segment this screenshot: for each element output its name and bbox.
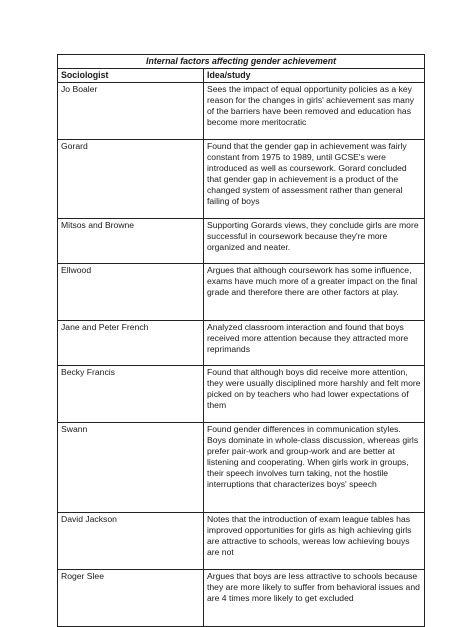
sociologist-name: Jo Boaler: [58, 83, 204, 140]
sociologist-name: Jane and Peter French: [58, 321, 204, 366]
table-header-row: [58, 69, 425, 83]
gender-achievement-table: [57, 54, 425, 627]
table-title-row: [58, 55, 425, 69]
column-header-idea-study: Idea/study: [204, 69, 425, 83]
idea-text: Analyzed classroom interaction and found that boys received more attention because they attracted more reprimands: [204, 321, 425, 366]
table-row: [58, 513, 425, 570]
idea-text: Sees the impact of equal opportunity policies as a key reason for the changes in girls' achievement sas many of the barriers have been removed and education has become more meritocratic: [204, 83, 425, 140]
sociologist-name: Mitsos and Browne: [58, 219, 204, 264]
sociologist-name: Roger Slee: [58, 570, 204, 627]
idea-text: Found that the gender gap in achievement was fairly constant from 1975 to 1989, until GCSE's were introduced as well as coursework. Gorard concluded that gender gap in achievement is a product of the changed system of assessment rather than general failing of boys: [204, 140, 425, 219]
table-row: [58, 219, 425, 264]
idea-text: Found that although boys did receive more attention, they were usually disciplined more harshly and felt more picked on by teachers who had lower expectations of them: [204, 366, 425, 423]
sociologist-name: Swann: [58, 423, 204, 513]
sociologist-name: David Jackson: [58, 513, 204, 570]
table-row: [58, 423, 425, 513]
table-row: [58, 83, 425, 140]
table-row: [58, 321, 425, 366]
table-row: [58, 140, 425, 219]
table-row: [58, 366, 425, 423]
sociologist-name: Ellwood: [58, 264, 204, 321]
sociologist-name: Becky Francis: [58, 366, 204, 423]
column-header-sociologist: Sociologist: [58, 69, 204, 83]
idea-text: Supporting Gorards views, they conclude girls are more successful in coursework because they're more organized and neater.: [204, 219, 425, 264]
idea-text: Argues that although coursework has some influence, exams have much more of a greater impact on the final grade and therefore there are other factors at play.: [204, 264, 425, 321]
table-title: Internal factors affecting gender achievement: [58, 55, 425, 69]
table-row: [58, 570, 425, 627]
idea-text: Argues that boys are less attractive to schools because they are more likely to suffer from behavioral issues and are 4 times more likely to get excluded: [204, 570, 425, 627]
sociologist-name: Gorard: [58, 140, 204, 219]
table-row: [58, 264, 425, 321]
idea-text: Notes that the introduction of exam league tables has improved opportunities for girls as high achieving girls are attractive to schools, wereas low achieving bouys are not: [204, 513, 425, 570]
idea-text: Found gender differences in communication styles. Boys dominate in whole-class discussion, whereas girls prefer pair-work and group-work and are better at listening and cooperating. When girls work in groups, their speech involves turn taking, not the hostile interruptions that characterizes boys' speech: [204, 423, 425, 513]
